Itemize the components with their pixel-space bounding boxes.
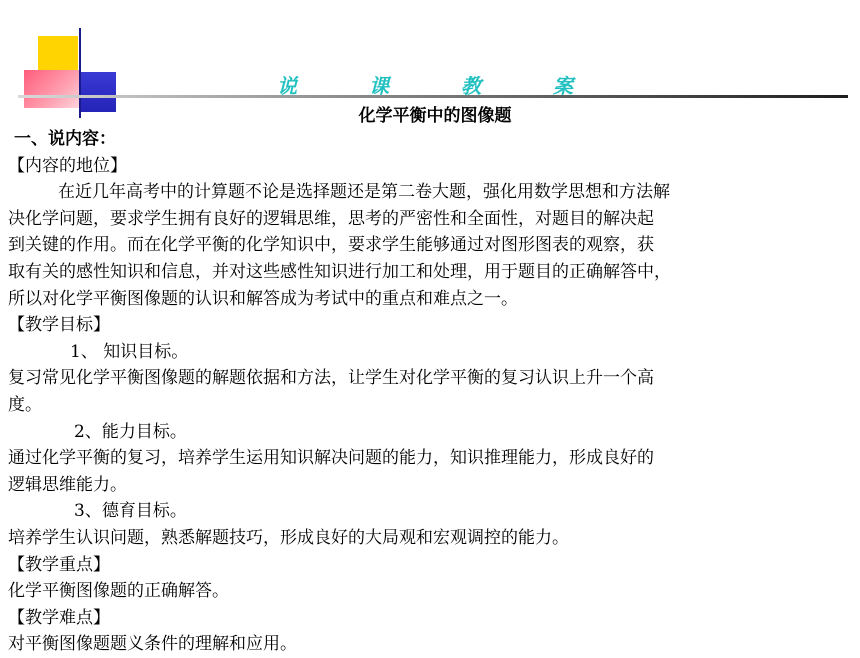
goal1-line-2: 度。 [8, 394, 42, 415]
difficulty-text: 对平衡图像题题义条件的理解和应用。 [8, 634, 297, 655]
key-label: 【教学重点】 [8, 554, 110, 575]
goal2-line-1: 通过化学平衡的复习，培养学生运用知识解决问题的能力，知识推理能力，形成良好的 [8, 448, 654, 469]
status-line-4: 取有关的感性知识和信息，并对这些感性知识进行加工和处理，用于题目的正确解答中， [8, 261, 671, 282]
key-text: 化学平衡图像题的正确解答。 [8, 581, 229, 602]
goal3-text: 培养学生认识问题，熟悉解题技巧，形成良好的大局观和宏观调控的能力。 [8, 527, 569, 548]
goal1-title: 1、 知识目标。 [70, 341, 189, 362]
status-line-2: 决化学问题，要求学生拥有良好的逻辑思维，思考的严密性和全面性，对题目的解决起 [8, 208, 654, 229]
document-body [8, 126, 854, 658]
status-line-1: 在近几年高考中的计算题不论是选择题还是第二卷大题，强化用数学思想和方法解 [58, 182, 670, 203]
difficulty-label: 【教学难点】 [8, 607, 110, 628]
goal1-line-1: 复习常见化学平衡图像题的解题依据和方法，让学生对化学平衡的复习认识上升一个高 [8, 368, 654, 389]
page-title: 说 课 教 案 [277, 74, 599, 98]
status-line-3: 到关键的作用。而在化学平衡的化学知识中，要求学生能够通过对图形图表的观察，获 [8, 235, 654, 256]
page-subtitle: 化学平衡中的图像题 [358, 106, 512, 126]
status-label: 【内容的地位】 [8, 155, 127, 176]
status-line-5: 所以对化学平衡图像题的认识和解答成为考试中的重点和难点之一。 [8, 288, 518, 309]
section-heading: 一、说内容： [14, 129, 116, 149]
goals-label: 【教学目标】 [8, 315, 110, 336]
goal2-line-2: 逻辑思维能力。 [8, 474, 127, 495]
goal3-title: 3、德育目标。 [74, 501, 187, 522]
goal2-title: 2、能力目标。 [74, 421, 187, 442]
